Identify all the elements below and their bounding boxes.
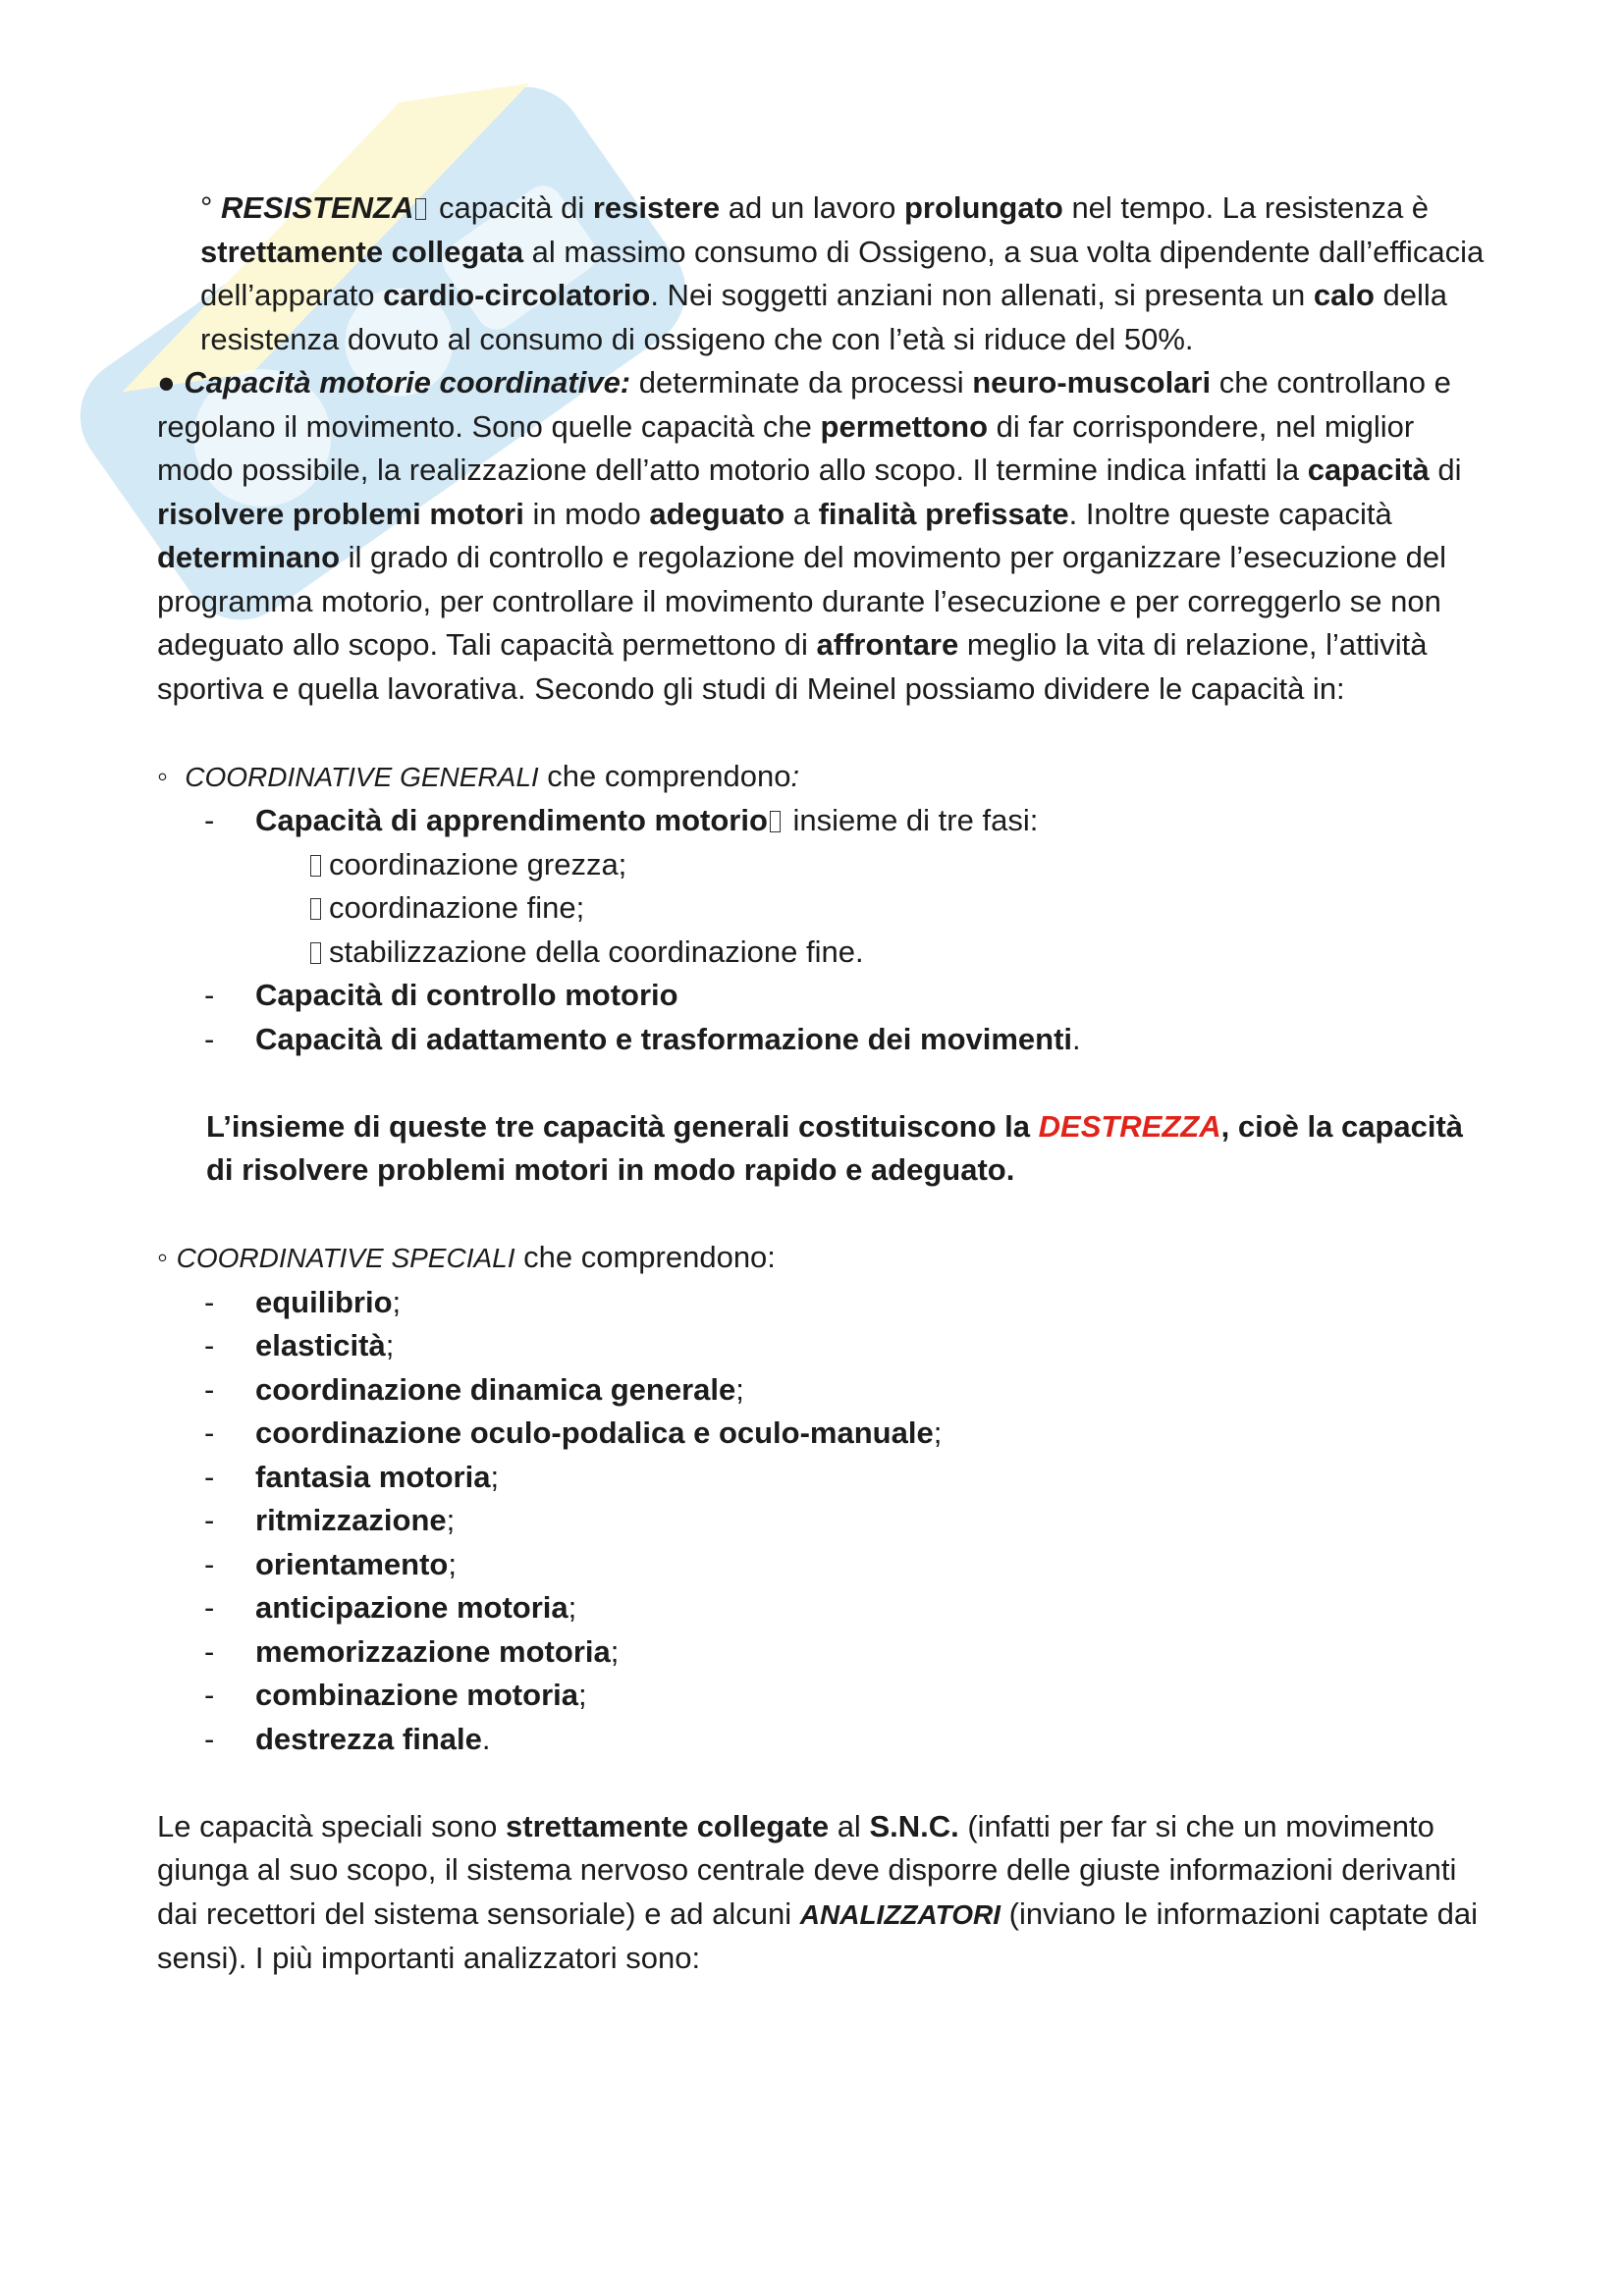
bold-span: anticipazione motoria xyxy=(255,1590,568,1625)
bold-span: capacità xyxy=(1307,453,1430,487)
bold-span: permettono xyxy=(820,408,989,444)
list-item xyxy=(157,1412,1492,1456)
dash-marker: - xyxy=(204,1328,215,1362)
closing-paragraph xyxy=(157,1805,1492,1981)
missing-glyph-icon xyxy=(415,198,426,220)
text-span: ; xyxy=(446,1503,456,1537)
phase-text: coordinazione grezza; xyxy=(329,846,627,881)
text-span: . xyxy=(1072,1021,1081,1056)
sub-list-item xyxy=(157,843,1492,887)
list-item xyxy=(157,1499,1492,1543)
text-span: che controllano e regolano il movimento. Sono quelle capacità che xyxy=(157,365,1451,444)
bold-span: calo xyxy=(1313,278,1375,312)
missing-glyph-icon xyxy=(770,811,781,832)
text-span: della resistenza dovuto al consumo di ossigeno che con l’età si riduce del 50%. xyxy=(200,278,1448,356)
bold-span: elasticità xyxy=(255,1328,386,1362)
spacer xyxy=(157,1061,1492,1105)
list-item xyxy=(157,1586,1492,1630)
resistenza-paragraph xyxy=(157,187,1492,361)
text-span: meglio la vita di relazione, l’attività sportiva e quella lavorativa. Secondo gli studi di Meinel possiamo dividere le capacità in: xyxy=(157,627,1428,706)
text-span: ; xyxy=(385,1328,395,1362)
bold-span: ritmizzazione xyxy=(255,1503,447,1537)
text-span: Le capacità speciali sono xyxy=(157,1808,507,1843)
list-item xyxy=(157,799,1492,843)
missing-glyph-icon xyxy=(310,855,321,877)
hollow-bullet: ◦ xyxy=(157,758,168,793)
text-span: determinate da processi xyxy=(630,365,973,400)
spacer xyxy=(157,711,1492,755)
list-item xyxy=(157,1718,1492,1762)
text-span: ; xyxy=(392,1284,402,1319)
bold-span: strettamente collegata xyxy=(200,234,524,269)
dash-marker: - xyxy=(204,1371,215,1407)
text-span: nel tempo. La resistenza è xyxy=(1062,190,1430,225)
bold-span: resistere xyxy=(592,190,721,225)
text-span: ; xyxy=(448,1546,457,1581)
missing-glyph-icon xyxy=(310,898,321,920)
speciali-title: COORDINATIVE SPECIALI xyxy=(176,1243,515,1273)
dash-marker: - xyxy=(204,1721,215,1756)
text-span: di xyxy=(1429,453,1462,487)
text-span: ; xyxy=(490,1459,500,1494)
bold-span: Capacità di adattamento e trasformazione dei movimenti xyxy=(255,1021,1073,1056)
bold-span: risolvere problemi motori xyxy=(157,496,524,531)
text-span: che comprendono xyxy=(538,758,791,793)
bold-span: destrezza finale xyxy=(255,1721,482,1756)
dash-marker: - xyxy=(204,803,215,837)
bold-span: combinazione motoria xyxy=(255,1678,578,1712)
speciali-heading xyxy=(157,1236,1492,1281)
bold-span: orientamento xyxy=(255,1546,449,1581)
dash-marker: - xyxy=(204,1459,215,1494)
missing-glyph-icon xyxy=(310,942,321,964)
bold-span: memorizzazione motoria xyxy=(255,1633,611,1669)
bold-span: coordinazione dinamica generale xyxy=(255,1371,736,1407)
list-item xyxy=(157,1543,1492,1587)
text-span: insieme di tre fasi: xyxy=(784,803,1039,837)
bold-span: prolungato xyxy=(903,190,1063,225)
bold-span: coordinazione oculo-podalica e oculo-manuale xyxy=(255,1415,934,1450)
text-span: ; xyxy=(577,1678,587,1712)
bold-span: adeguato xyxy=(649,496,785,531)
generali-title: COORDINATIVE GENERALI xyxy=(185,761,539,792)
dash-marker: - xyxy=(204,978,215,1012)
text-span: a xyxy=(784,496,819,531)
bold-span: S.N.C. xyxy=(869,1808,959,1843)
text-span: ; xyxy=(568,1590,577,1625)
text-span: L’insieme di queste tre capacità generali costituiscono la xyxy=(206,1108,1039,1144)
dash-marker: - xyxy=(204,1678,215,1712)
text-span: capacità di xyxy=(430,190,593,225)
resistenza-term: RESISTENZA xyxy=(221,190,414,225)
phase-text: stabilizzazione della coordinazione fine. xyxy=(329,934,864,969)
hollow-bullet: ◦ xyxy=(157,1240,168,1274)
list-item xyxy=(157,1368,1492,1413)
sub-list-item xyxy=(157,931,1492,975)
document-body xyxy=(157,187,1492,1981)
list-item xyxy=(157,1018,1492,1062)
bold-span: Capacità di apprendimento motorio xyxy=(255,803,768,837)
text-span: al xyxy=(829,1808,870,1843)
text-span: di far corrispondere, nel miglior modo possibile, la realizzazione dell’atto motorio allo scopo. Il termine indica infatti la xyxy=(157,408,1415,487)
dash-marker: - xyxy=(204,1546,215,1581)
list-item xyxy=(157,1281,1492,1325)
bold-span: determinano xyxy=(157,540,341,574)
spacer xyxy=(157,1761,1492,1805)
text-span: : xyxy=(790,758,800,793)
list-item xyxy=(157,1674,1492,1718)
dash-marker: - xyxy=(204,1021,215,1056)
coordinative-term: Capacità motorie coordinative: xyxy=(184,365,631,400)
bold-span: affrontare xyxy=(816,627,959,662)
text-span: (infatti per far si che un movimento giunga al suo scopo, il sistema nervoso centrale deve disporre delle giuste informazioni derivanti dai recettori del sistema sensoriale) e ad alcuni xyxy=(157,1808,1457,1931)
analizzatori-term: ANALIZZATORI xyxy=(799,1898,1001,1930)
bold-span: fantasia motoria xyxy=(255,1459,491,1494)
spacer xyxy=(157,1193,1492,1237)
bold-span: finalità prefissate xyxy=(818,496,1069,531)
sub-list-item xyxy=(157,886,1492,931)
list-item xyxy=(157,974,1492,1018)
list-item xyxy=(157,1324,1492,1368)
bold-span: strettamente collegate xyxy=(506,1808,830,1843)
text-span: . Nei soggetti anziani non allenati, si presenta un xyxy=(650,278,1314,312)
destrezza-highlight: DESTREZZA xyxy=(1038,1108,1221,1144)
text-span: in modo xyxy=(523,496,650,531)
list-item xyxy=(157,1456,1492,1500)
generali-heading xyxy=(157,755,1492,800)
text-span: il grado di controllo e regolazione del movimento per organizzare l’esecuzione del programma motorio, per controllare il movimento durante l’esecuzione e per correggerlo se non adeguato allo scopo. Tali capacità permettono di xyxy=(157,540,1447,662)
text-span: . xyxy=(481,1721,491,1756)
filled-bullet: ● xyxy=(157,365,176,400)
bold-span: neuro-muscolari xyxy=(972,365,1212,400)
dash-marker: - xyxy=(204,1415,215,1450)
bold-span: cardio-circolatorio xyxy=(383,278,651,312)
list-item xyxy=(157,1630,1492,1675)
text-span: ad un lavoro xyxy=(720,190,904,225)
text-span: che comprendono: xyxy=(514,1240,776,1274)
text-span: ; xyxy=(735,1371,744,1407)
bold-span: Capacità di controllo motorio xyxy=(255,978,678,1012)
text-span: , cioè la capacità di risolvere problemi motori in modo rapido e adeguato. xyxy=(206,1108,1464,1187)
dash-marker: - xyxy=(204,1284,215,1319)
bold-span: equilibrio xyxy=(255,1284,393,1319)
text-span: ; xyxy=(933,1415,943,1450)
dash-marker: - xyxy=(204,1503,215,1537)
text-span: ; xyxy=(610,1633,620,1669)
dash-marker: - xyxy=(204,1590,215,1625)
dash-marker: - xyxy=(204,1633,215,1669)
degree-bullet: ° xyxy=(200,190,213,225)
text-span: al massimo consumo di Ossigeno, a sua volta dipendente dall’efficacia dell’apparato xyxy=(200,234,1485,312)
text-span: (inviano le informazioni captate dai sensi). I più importanti analizzatori sono: xyxy=(157,1896,1478,1975)
phase-text: coordinazione fine; xyxy=(329,890,585,925)
coordinative-paragraph xyxy=(157,361,1492,711)
text-span: . Inoltre queste capacità xyxy=(1068,496,1392,531)
destrezza-summary xyxy=(157,1105,1492,1193)
